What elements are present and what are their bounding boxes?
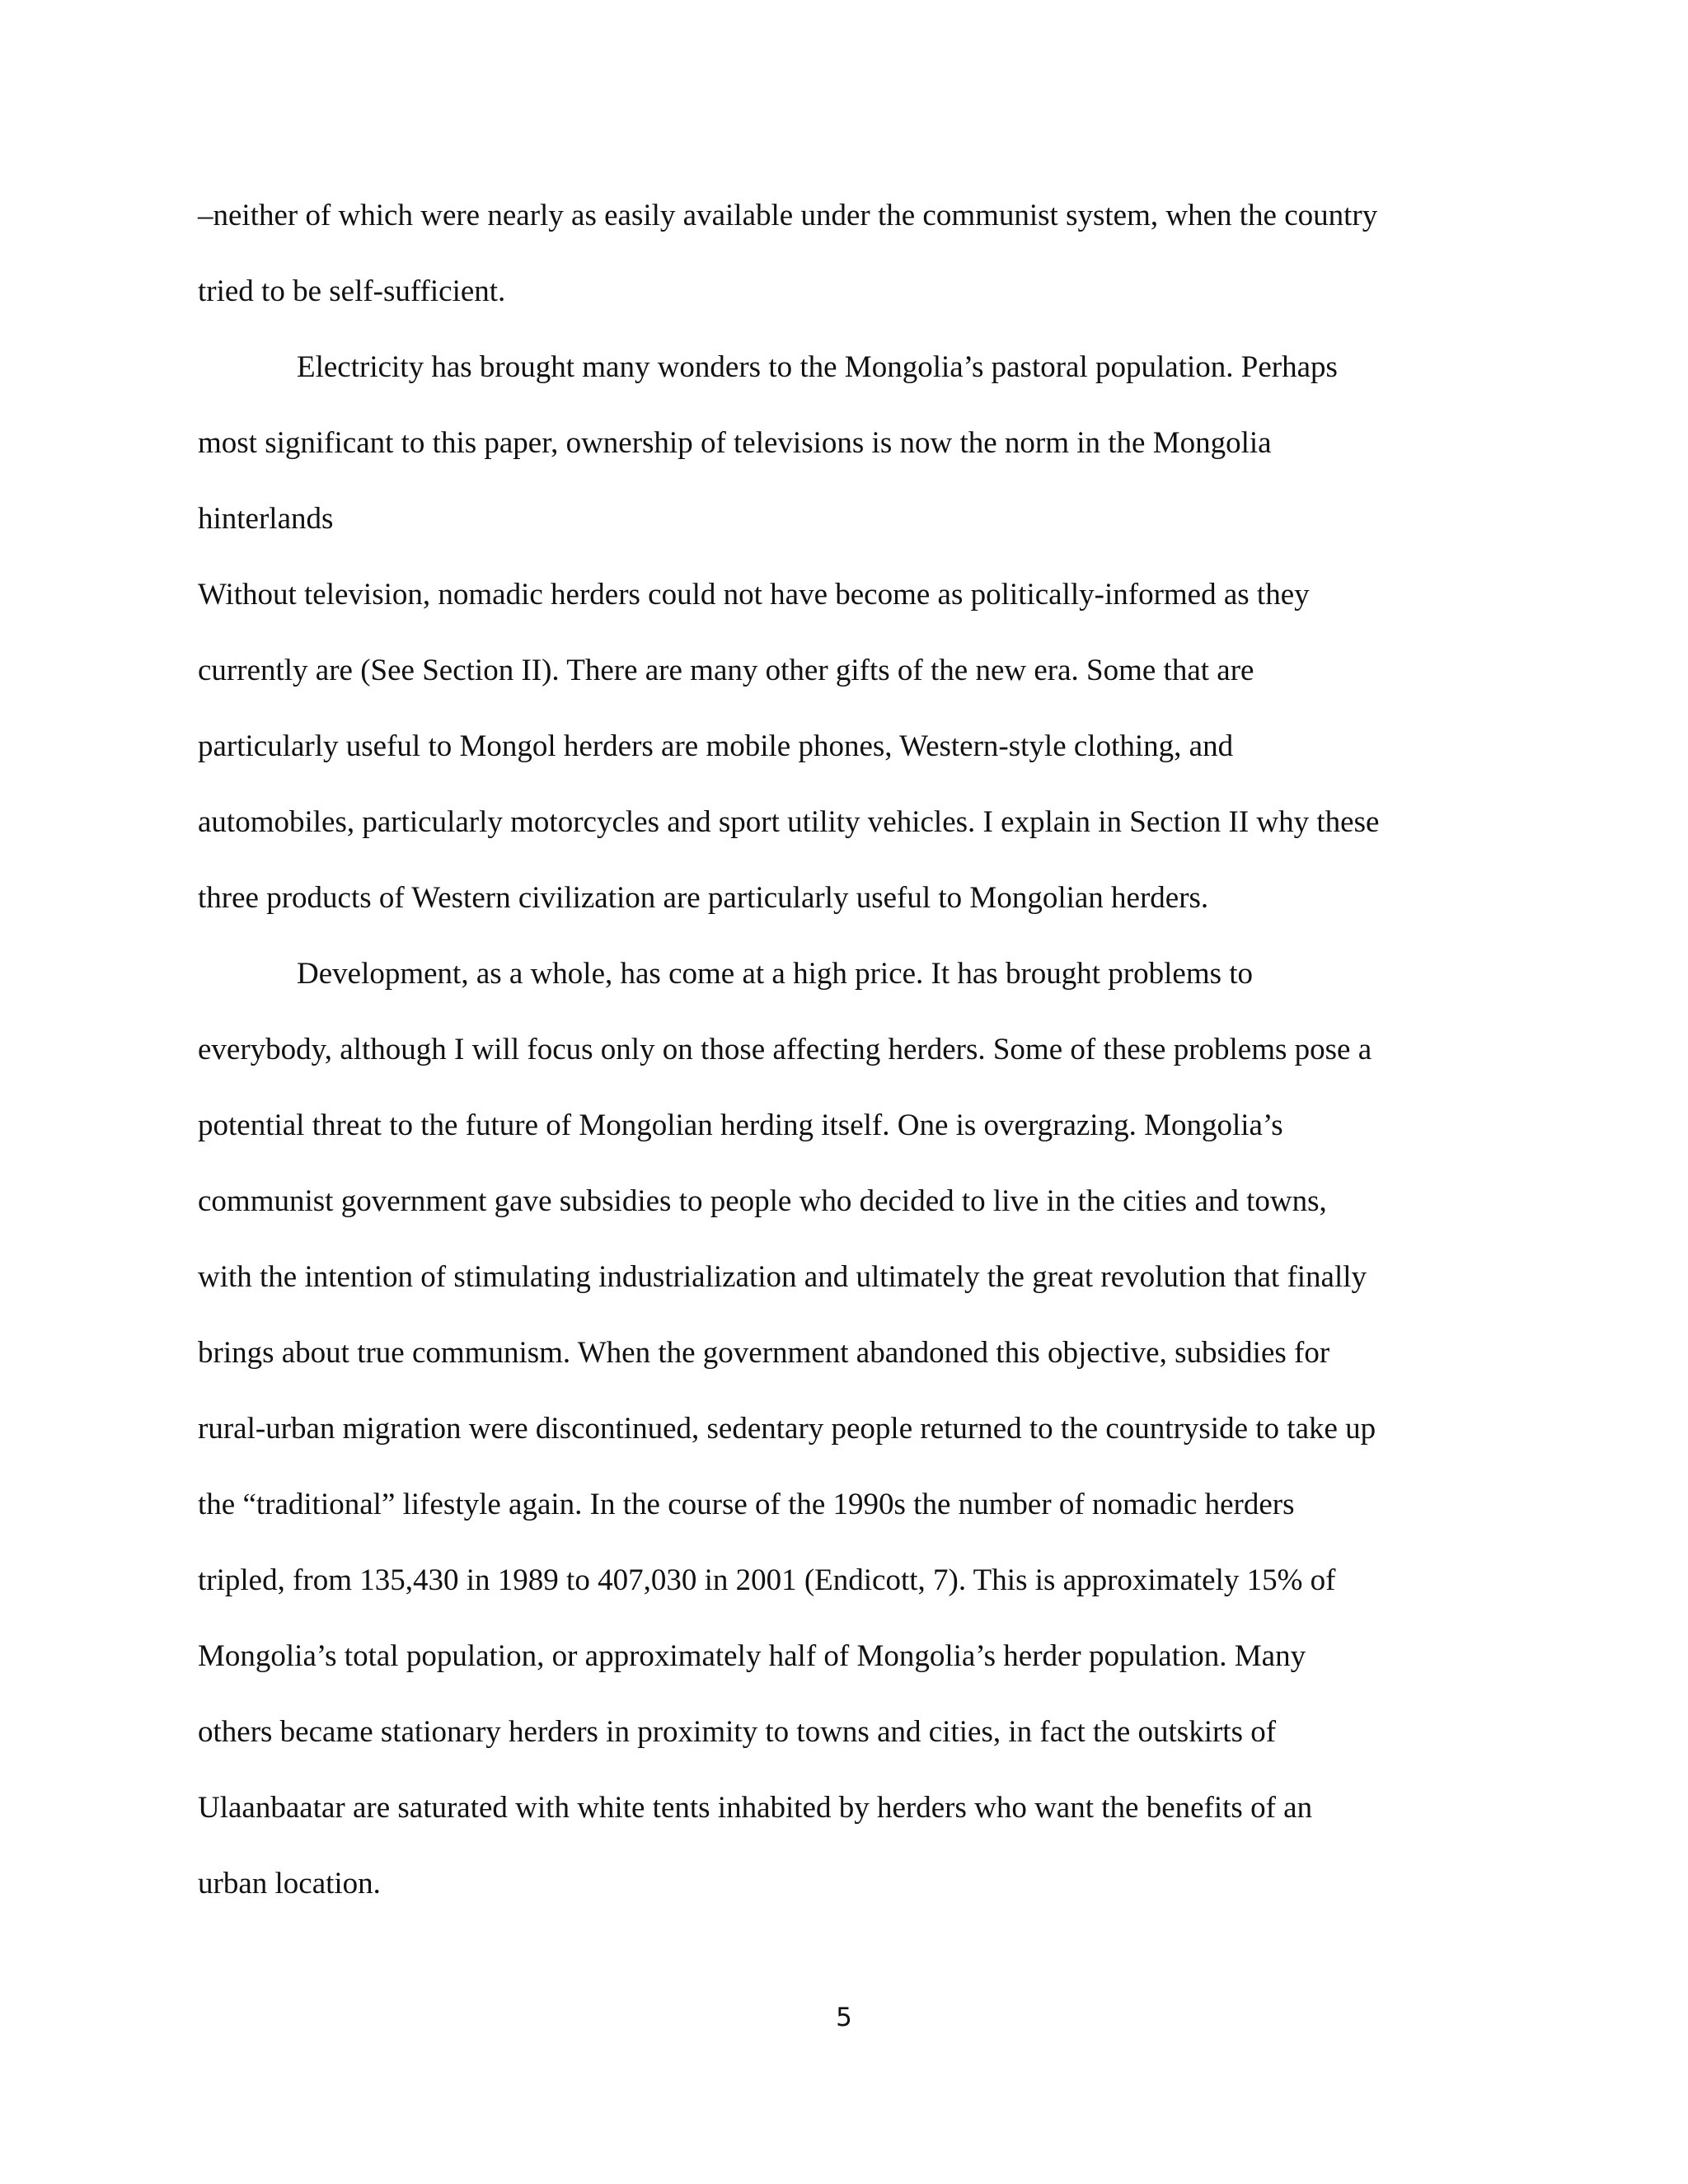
text-line: three products of Western civilization are particularly useful to Mongolian herders. [198, 881, 1209, 915]
text-line: everybody, although I will focus only on those affecting herders. Some of these problems pose a [198, 1033, 1372, 1066]
text-line: tripled, from 135,430 in 1989 to 407,030 in 2001 (Endicott, 7). This is approximately 15% of [198, 1563, 1336, 1597]
text-line: currently are (See Section II). There are many other gifts of the new era. Some that are [198, 654, 1254, 687]
text-line: automobiles, particularly motorcycles and sport utility vehicles. I explain in Section II why these [198, 805, 1380, 839]
text-line: others became stationary herders in proximity to towns and cities, in fact the outskirts of [198, 1715, 1277, 1749]
text-line: hinterlands [198, 502, 334, 536]
text-line: –neither of which were nearly as easily available under the communist system, when the country [198, 199, 1378, 232]
text-line: communist government gave subsidies to people who decided to live in the cities and towns, [198, 1184, 1327, 1218]
page-number: 5 [836, 2003, 852, 2032]
text-line: tried to be self-sufficient. [198, 274, 506, 308]
body-text [198, 196, 1500, 1940]
text-line: Mongolia’s total population, or approximately half of Mongolia’s herder population. Many [198, 1639, 1306, 1673]
text-line: urban location. [198, 1867, 381, 1900]
text-line: potential threat to the future of Mongolian herding itself. One is overgrazing. Mongolia’s [198, 1108, 1283, 1142]
text-line: with the intention of stimulating industrialization and ultimately the great revolution that finally [198, 1260, 1367, 1294]
text-line: brings about true communism. When the government abandoned this objective, subsidies for [198, 1336, 1330, 1370]
paragraph-start-line: Development, as a whole, has come at a high price. It has brought problems to [297, 957, 1254, 991]
text-line: rural-urban migration were discontinued, sedentary people returned to the countryside to take up [198, 1412, 1376, 1446]
text-line: particularly useful to Mongol herders are mobile phones, Western-style clothing, and [198, 729, 1234, 763]
text-line: Ulaanbaatar are saturated with white tents inhabited by herders who want the benefits of an [198, 1791, 1313, 1825]
text-line: most significant to this paper, ownership of televisions is now the norm in the Mongolia [198, 426, 1272, 460]
paragraph-start-line: Electricity has brought many wonders to the Mongolia’s pastoral population. Perhaps [297, 350, 1338, 384]
text-line: the “traditional” lifestyle again. In the course of the 1990s the number of nomadic herders [198, 1488, 1295, 1521]
text-line: Without television, nomadic herders could not have become as politically-informed as they [198, 578, 1310, 612]
